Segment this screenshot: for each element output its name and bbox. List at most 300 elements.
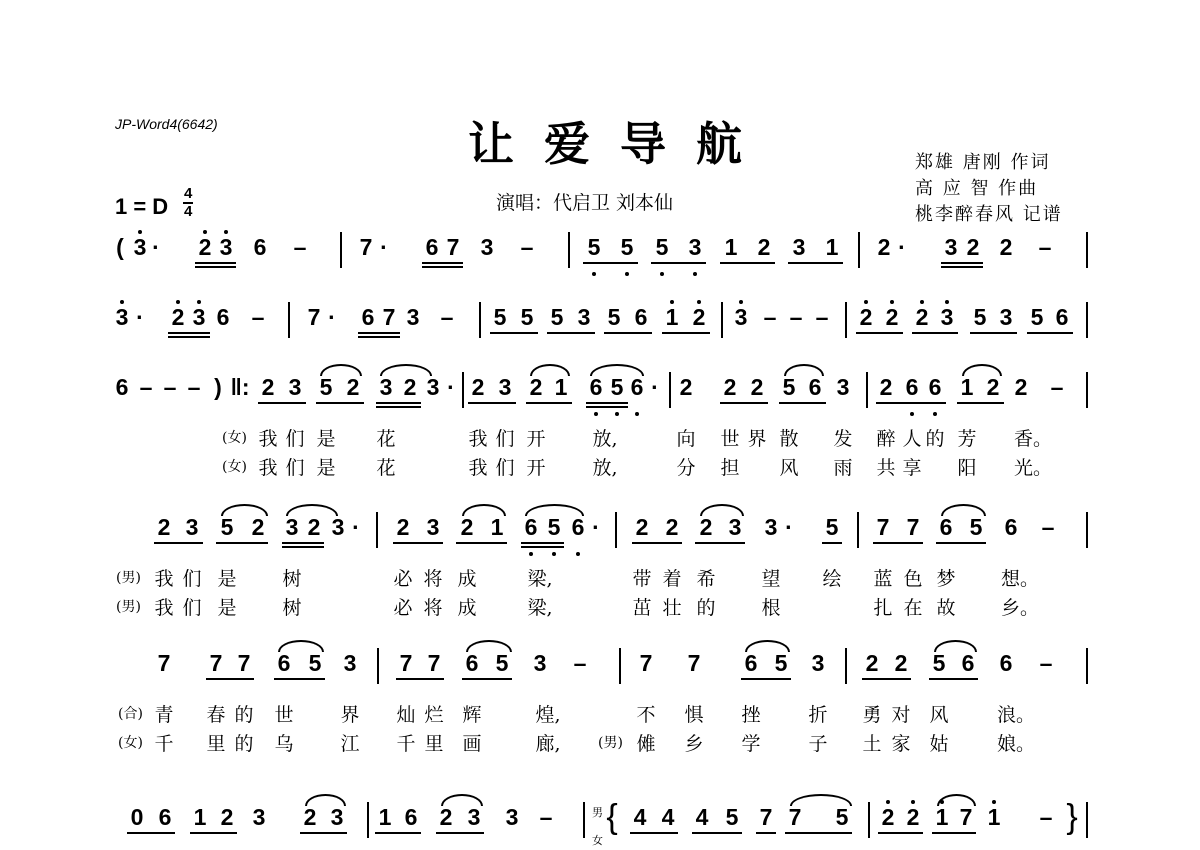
note: – [573,650,587,676]
note: – [1038,234,1052,260]
lyric-char: 灿 [396,704,416,726]
slur [286,504,338,516]
note: 3 [115,304,129,330]
lyric-char: 醉 [876,428,896,450]
note: 2 [171,304,185,330]
barline [340,232,342,268]
note: – [1039,804,1053,830]
slur [590,364,644,376]
octave-dot-low [693,272,697,276]
beam-underline [936,542,986,544]
lyric-char: 勇 [862,704,882,726]
beam-underline [456,542,507,544]
lyric-char: 我 [468,457,488,479]
note: 7 [237,650,251,676]
lyric-char: 阳 [957,457,977,479]
octave-dot-low [576,552,580,556]
note: 2 [396,514,410,540]
note: 7 [446,234,460,260]
note: 6 [905,374,919,400]
time-signature [183,186,193,220]
note: · [592,514,600,540]
note: 6 [158,804,172,830]
lyric-char: 家 [891,733,911,755]
octave-dot-low [529,552,533,556]
composer-credit: 高 应 智 作曲 [915,178,1039,199]
lyric-char: 放, [592,428,618,450]
lyric-role: (合) [118,706,143,722]
lyric-char: 辉 [462,704,482,726]
note: – [440,304,454,330]
lyric-char: 乌 [274,733,294,755]
lyric-char: 折 [808,704,828,726]
note: – [293,234,307,260]
beam-underline [521,546,564,548]
barline [669,372,671,408]
beam-underline [692,832,742,834]
note: 3 [688,234,702,260]
lyric-char: 廊, [535,733,561,755]
barline [615,512,617,548]
note: – [763,304,777,330]
beam-underline [376,406,421,408]
lyric-role: (男) [116,599,141,615]
note: 2 [859,304,873,330]
octave-dot-high [864,300,868,304]
note: 7 [959,804,973,830]
note: 2 [439,804,453,830]
barline [367,802,369,838]
note: – [139,374,153,400]
beam-underline [822,542,842,544]
note: 6 [999,650,1013,676]
slur [441,794,483,806]
note: 4 [695,804,709,830]
note: 3 [379,374,393,400]
octave-dot-high [197,300,201,304]
lyric-char: 花 [376,428,396,450]
slur [525,504,584,516]
lyric-char: 必 [393,568,413,590]
note: 3 [480,234,494,260]
octave-dot-high [920,300,924,304]
beam-underline [932,832,976,834]
beam-underline [393,542,443,544]
barline [1086,372,1088,408]
octave-dot-high [203,230,207,234]
lyric-role: (女) [222,430,247,446]
beam-underline [375,832,421,834]
voice-label: 男 [592,806,603,819]
beam-underline [521,542,564,544]
lyric-char: 享 [902,457,922,479]
beam-underline [957,402,1004,404]
lyric-char: 在 [903,597,923,619]
lyric-char: 扎 [873,597,893,619]
note: 5 [825,514,839,540]
time-signature-denominator: 4 [184,203,193,220]
note: 7 [157,650,171,676]
note: 7 [876,514,890,540]
lyric-char: 是 [316,457,336,479]
lyric-char: 是 [217,568,237,590]
note: 1 [378,804,392,830]
note: 4 [661,804,675,830]
note: 5 [495,650,509,676]
note: 2 [699,514,713,540]
lyric-char: 对 [891,704,911,726]
note: – [1050,374,1064,400]
note: ‖: [230,374,250,400]
beam-underline [190,832,237,834]
slur [790,794,852,806]
lyric-char: 的 [234,704,254,726]
note: 1 [193,804,207,830]
beam-underline [216,542,268,544]
note: 3 [940,304,954,330]
note: 5 [835,804,849,830]
barline [583,802,585,838]
barline [868,802,870,838]
note: 3 [219,234,233,260]
octave-dot-low [625,272,629,276]
beam-underline [526,402,572,404]
lyric-char: 风 [779,457,799,479]
note: 5 [550,304,564,330]
note: 6 [425,234,439,260]
lyric-char: 蓝 [873,568,893,590]
octave-dot-low [933,412,937,416]
slur [937,794,976,806]
note: 3 [944,234,958,260]
lyric-char: 树 [282,568,302,590]
lyric-char: 我 [258,428,278,450]
lyric-role: (女) [222,459,247,475]
note: 7 [639,650,653,676]
note: – [789,304,803,330]
note: 2 [877,234,891,260]
note: 7 [788,804,802,830]
lyric-char: 色 [903,568,923,590]
note: 7 [759,804,773,830]
barline [845,302,847,338]
barline [1086,302,1088,338]
time-signature-numerator: 4 [184,185,193,202]
note: 5 [725,804,739,830]
octave-dot-low [615,412,619,416]
lyric-char: 乡。 [1000,597,1040,619]
note: 1 [490,514,504,540]
lyric-char: 开 [526,457,546,479]
lyric-char: 茁 [632,597,652,619]
voice-label: 女 [592,834,603,847]
lyric-char: 浪。 [996,704,1036,726]
octave-dot-low [552,552,556,556]
beam-underline [547,332,595,334]
beam-underline [856,332,903,334]
note: 5 [587,234,601,260]
note: 2 [251,514,265,540]
lyric-char: 们 [182,568,202,590]
note: 7 [399,650,413,676]
slur [962,364,1002,376]
beam-underline [300,832,347,834]
lyric-char: 树 [282,597,302,619]
lyric-char: 烂 [424,704,444,726]
beam-underline [720,262,775,264]
note: 3 [505,804,519,830]
note: 6 [634,304,648,330]
barline [462,372,464,408]
beam-underline [468,402,516,404]
lyric-char: 土 [862,733,882,755]
note: 7 [307,304,321,330]
lyric-char: 故 [936,597,956,619]
note: – [1039,650,1053,676]
beam-underline [779,402,826,404]
note: 1 [665,304,679,330]
note: 3 [192,304,206,330]
beam-underline [941,266,983,268]
note: 2 [879,374,893,400]
note: 3 [577,304,591,330]
lyric-char: 壮 [662,597,682,619]
lyric-role: (男) [598,735,623,751]
lyric-char: 千 [154,733,174,755]
beam-underline [282,542,324,544]
note: 2 [198,234,212,260]
note: 5 [1030,304,1044,330]
beam-underline [206,678,254,680]
octave-dot-high [224,230,228,234]
lyric-char: 绘 [822,568,842,590]
note: 7 [906,514,920,540]
note: 3 [133,234,147,260]
note: 2 [635,514,649,540]
note: 6 [928,374,942,400]
lyric-char: 的 [925,428,945,450]
barline [721,302,723,338]
note: 2 [529,374,543,400]
note: · [152,234,160,260]
beam-underline [168,332,210,334]
note: 3 [467,804,481,830]
lyric-char: 傩 [636,733,656,755]
lyric-char: 花 [376,457,396,479]
lyric-char: 们 [495,428,515,450]
lyric-char: 想。 [1000,568,1040,590]
note: 2 [157,514,171,540]
lyric-char: 是 [217,597,237,619]
source-label: JP-Word4(6642) [115,116,218,132]
note: 2 [679,374,693,400]
note: 3 [999,304,1013,330]
note: ) [214,374,222,400]
lyric-char: 着 [662,568,682,590]
beam-underline [490,332,538,334]
beam-underline [862,678,911,680]
note: · [447,374,455,400]
note: 2 [471,374,485,400]
lyric-char: 界 [340,704,360,726]
slur [530,364,570,376]
beam-underline [632,542,682,544]
slur [745,640,790,652]
lyric-char: 里 [424,733,444,755]
note: 3 [406,304,420,330]
note: 7 [382,304,396,330]
lyric-char: 梦 [936,568,956,590]
lyric-char: 希 [696,568,716,590]
note: 6 [961,650,975,676]
beam-underline [586,406,628,408]
note: 5 [782,374,796,400]
note: 3 [426,374,440,400]
note: 5 [932,650,946,676]
note: 6 [1004,514,1018,540]
note: 6 [361,304,375,330]
beam-underline [195,262,236,264]
note: 3 [343,650,357,676]
octave-dot-high [911,800,915,804]
beam-underline [662,332,710,334]
lyric-char: 我 [154,568,174,590]
note: 1 [960,374,974,400]
lyric-char: 成 [457,568,477,590]
note: 2 [307,514,321,540]
note: 5 [220,514,234,540]
beam-underline [741,678,791,680]
song-title: 让爱导航 [468,117,772,171]
beam-underline [436,832,484,834]
note: 1 [987,804,1001,830]
lyric-char: 青 [154,704,174,726]
note: 3 [426,514,440,540]
beam-underline [912,332,958,334]
note: 7 [209,650,223,676]
barline [845,648,847,684]
note: 2 [750,374,764,400]
octave-dot-low [635,412,639,416]
octave-dot-high [739,300,743,304]
note: 2 [303,804,317,830]
slur [320,364,362,376]
lyric-char: 不 [636,704,656,726]
barline [1086,512,1088,548]
note: 2 [966,234,980,260]
note: 2 [906,804,920,830]
beam-underline [873,542,923,544]
note: 1 [825,234,839,260]
note: 2 [885,304,899,330]
lyric-char: 人 [902,428,922,450]
note: 5 [493,304,507,330]
note: 5 [655,234,669,260]
lyricist-credit: 郑雄 唐刚 作词 [915,152,1051,173]
lyric-char: 成 [457,597,477,619]
note: 3 [330,804,344,830]
brace: { [606,798,618,836]
beam-underline [316,402,364,404]
note: 3 [285,514,299,540]
note: 5 [774,650,788,676]
slur [221,504,268,516]
note: 2 [999,234,1013,260]
note: 3 [792,234,806,260]
note: 2 [403,374,417,400]
note: 2 [915,304,929,330]
note: 2 [261,374,275,400]
octave-dot-high [138,230,142,234]
lyric-char: 我 [154,597,174,619]
lyric-char: 们 [182,597,202,619]
octave-dot-high [670,300,674,304]
slur [700,504,744,516]
lyric-char: 惧 [684,704,704,726]
barline [1086,802,1088,838]
note: 5 [308,650,322,676]
beam-underline [358,336,400,338]
note: 5 [607,304,621,330]
beam-underline [970,332,1017,334]
beam-underline [422,262,463,264]
beam-underline [195,266,236,268]
note: 6 [939,514,953,540]
note: – [520,234,534,260]
lyric-char: 开 [526,428,546,450]
note: 6 [253,234,267,260]
slur [784,364,824,376]
note: 6 [589,374,603,400]
lyric-char: 江 [340,733,360,755]
lyric-char: 香。 [1013,428,1053,450]
lyric-role: (男) [116,570,141,586]
lyric-char: 向 [676,428,696,450]
slur [462,504,506,516]
lyric-char: 发 [833,428,853,450]
beam-underline [929,678,978,680]
octave-dot-high [890,300,894,304]
lyric-char: 必 [393,597,413,619]
note: 3 [836,374,850,400]
beam-underline [154,542,203,544]
slur [305,794,346,806]
slur [941,504,986,516]
beam-underline [358,332,400,334]
note: 2 [723,374,737,400]
note: 2 [986,374,1000,400]
lyric-char: 挫 [741,704,761,726]
lyric-char: 子 [808,733,828,755]
lyric-char: 们 [285,428,305,450]
octave-dot-low [594,412,598,416]
singers-line: 演唱：代启卫 刘本仙 [496,192,674,214]
note: 4 [633,804,647,830]
note: – [815,304,829,330]
lyric-role: (女) [118,735,143,751]
note: 6 [277,650,291,676]
note: · [352,514,360,540]
note: 2 [881,804,895,830]
barline [1086,232,1088,268]
lyric-char: 的 [234,733,254,755]
note: 6 [524,514,538,540]
beam-underline [941,262,983,264]
octave-dot-high [945,300,949,304]
beam-underline [258,402,306,404]
lyric-char: 放, [592,457,618,479]
octave-dot-low [910,412,914,416]
